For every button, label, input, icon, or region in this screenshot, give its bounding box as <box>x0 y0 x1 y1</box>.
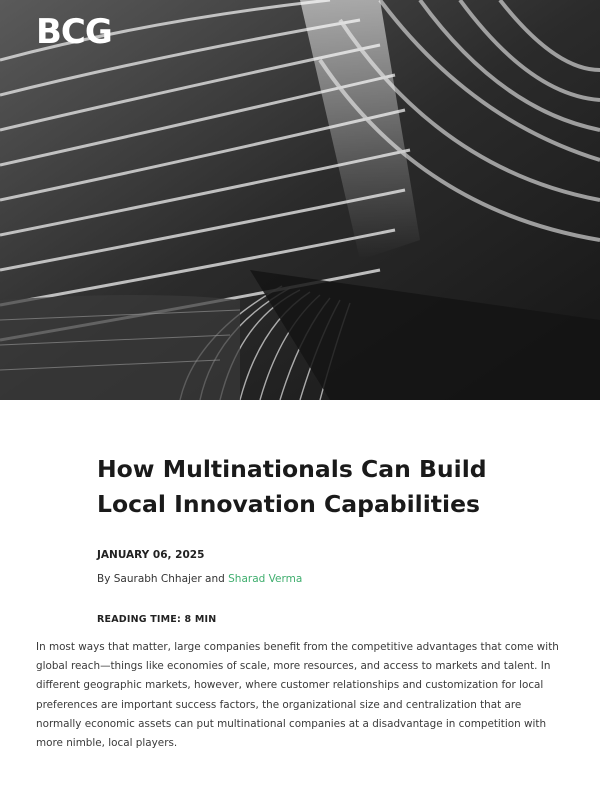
bcg-logo[interactable]: BCG <box>36 12 112 52</box>
article-title: How Multinationals Can Build Local Innovation Capabilities <box>97 455 487 518</box>
article-date: JANUARY 06, 2025 <box>97 549 205 561</box>
byline <box>97 573 302 585</box>
author-saurabh-chhajer: Saurabh Chhajer <box>113 573 202 585</box>
article-intro-paragraph: In most ways that matter, large companies benefit from the competitive advantages that come with global reach—things like economies of scale, more resources, and access to markets and talent. In different geographic markets, however, where customer relationships and customization for local preferences are important success factors, the organizational size and centralization that are normally economic assets can put multinational companies at a disadvantage in competition with more nimble, local players. <box>36 641 559 750</box>
byline-prefix: By <box>97 573 114 585</box>
byline-and: and <box>201 573 229 585</box>
reading-time: READING TIME: 8 MIN <box>97 614 217 625</box>
author-sharad-verma-link[interactable]: Sharad Verma <box>228 573 303 585</box>
